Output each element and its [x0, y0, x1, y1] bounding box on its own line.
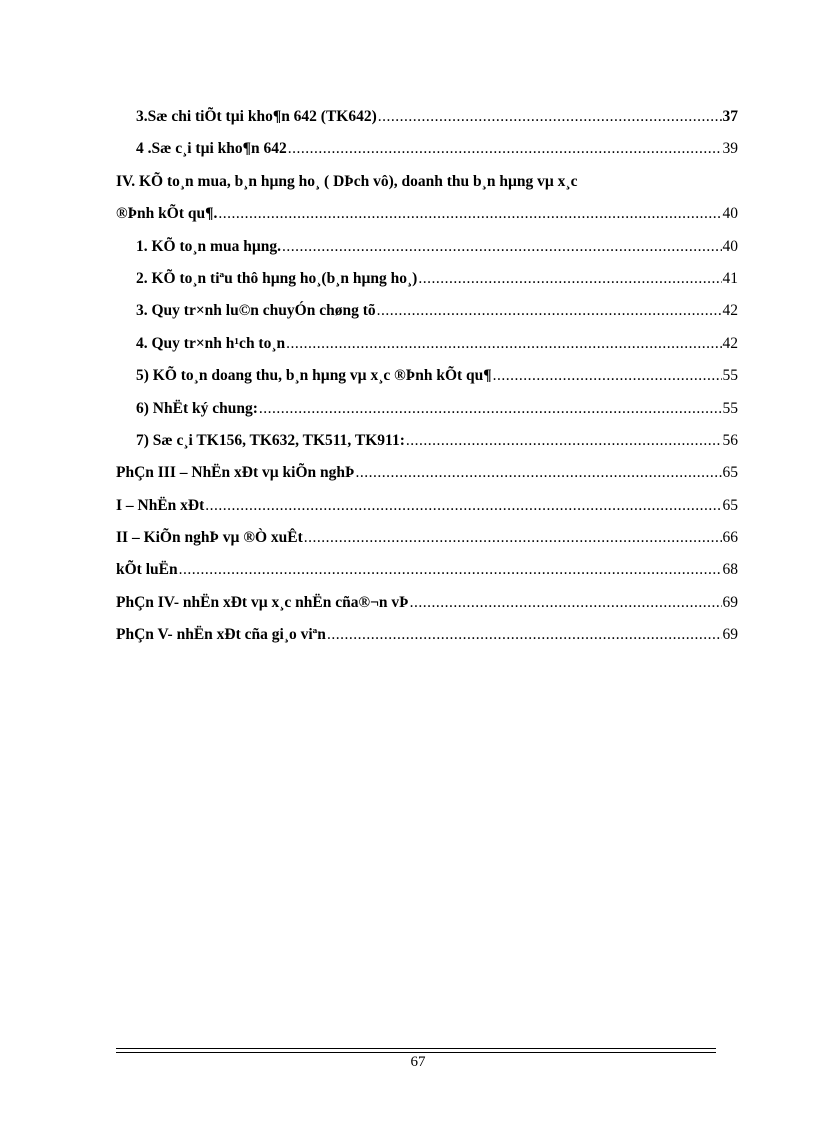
- toc-entry-title: 6) NhËt ký chung:: [136, 399, 258, 417]
- toc-entry: [116, 400, 738, 432]
- toc-entry-title: II – KiÕn nghÞ vµ ®Ò xuÊt: [116, 529, 303, 547]
- dot-leader: [179, 561, 722, 579]
- toc-entry: [116, 205, 738, 237]
- dot-leader: [493, 367, 722, 385]
- toc-entry: [116, 270, 738, 302]
- toc-entry-page: 37: [722, 108, 738, 125]
- toc-entry-title: 5) KÕ to¸n doang thu, b¸n hµng vµ x¸c ®Þnh kÕt qu¶: [136, 367, 492, 385]
- toc-entry-page: 69: [722, 626, 738, 644]
- toc-entry: [116, 335, 738, 367]
- toc-entry-title: 2. KÕ to¸n tiªu thô hµng ho¸(b¸n hµng ho¸): [136, 269, 418, 287]
- dot-leader: [377, 302, 722, 320]
- toc-entry-page: 39: [722, 140, 738, 158]
- toc-entry: [116, 140, 738, 172]
- toc-entry: [116, 302, 738, 334]
- toc-entry-page: 41: [722, 269, 738, 287]
- toc-entry-title: 7) Sæ c¸i TK156, TK632, TK511, TK911:: [136, 431, 405, 449]
- toc-entry-page: 69: [722, 593, 738, 611]
- dot-leader: [282, 238, 721, 256]
- toc-entry-title: I – NhËn xÐt: [116, 496, 205, 514]
- toc-entry-page: 40: [722, 205, 738, 223]
- toc-entry-title: PhÇn IV- nhËn xÐt vµ x¸c nhËn cña®¬n vÞ: [116, 593, 409, 611]
- toc-entry: [116, 529, 738, 561]
- dot-leader: [218, 205, 721, 223]
- footer-rule-thick: [116, 1048, 716, 1049]
- toc-entry-page: 68: [722, 561, 738, 579]
- toc-entry-page: 42: [722, 334, 738, 352]
- toc-entry-title: 1. KÕ to¸n mua hµng.: [136, 237, 282, 255]
- dot-leader: [304, 529, 722, 547]
- toc-entry-title: PhÇn III – NhËn xÐt vµ kiÕn nghÞ: [116, 464, 355, 482]
- toc-entry-title: ®Þnh kÕt qu¶.: [116, 205, 218, 223]
- dot-leader: [378, 108, 722, 126]
- toc-entry: [116, 594, 738, 626]
- toc-entry-page: 65: [722, 464, 738, 482]
- page-number: 67: [410, 1054, 426, 1070]
- toc-entry-title: 3. Quy tr×nh lu©n chuyÓn chøng tõ: [136, 302, 376, 320]
- toc-entry-page: 55: [722, 367, 738, 385]
- toc-entry-title: 4 .Sæ c¸i tµi kho¶n 642: [136, 140, 287, 158]
- toc-entry: [116, 626, 738, 658]
- dot-leader: [410, 594, 722, 612]
- toc-entry-title: 3.Sæ chi tiÕt tµi kho¶n 642 (TK642): [136, 108, 377, 125]
- toc-entry-title: 4. Quy tr×nh h¹ch to¸n: [136, 334, 286, 352]
- toc-entry-title: IV. KÕ to¸n mua, b¸n hµng ho¸ ( DÞch vô), doanh thu b¸n hµng vµ x¸c: [116, 172, 578, 190]
- toc-entry: [116, 561, 738, 593]
- toc-entry-title: kÕt luËn: [116, 561, 178, 579]
- dot-leader: [205, 497, 721, 515]
- toc-entry-title: PhÇn V- nhËn xÐt cña gi¸o viªn: [116, 626, 326, 644]
- toc-entry: [116, 108, 738, 140]
- toc-entry: [116, 497, 738, 529]
- dot-leader: [259, 400, 722, 418]
- dot-leader: [418, 270, 721, 288]
- dot-leader: [288, 140, 722, 158]
- toc-entry-page: 40: [722, 237, 738, 255]
- toc-entry: [116, 464, 738, 496]
- toc-entry-page: 56: [722, 431, 738, 449]
- toc-entry-page: 42: [722, 302, 738, 320]
- toc-entry-page: 65: [722, 496, 738, 514]
- dot-leader: [406, 432, 722, 450]
- toc-entry: [116, 432, 738, 464]
- dot-leader: [286, 335, 721, 353]
- dot-leader: [356, 464, 722, 482]
- toc-entry: [116, 238, 738, 270]
- dot-leader: [327, 626, 722, 644]
- toc-entry-page: 66: [722, 529, 738, 547]
- toc-entry-page: 55: [722, 399, 738, 417]
- table-of-contents: [116, 108, 738, 659]
- toc-entry: [116, 173, 738, 205]
- footer-rule-thin: [116, 1052, 716, 1053]
- toc-entry: [116, 367, 738, 399]
